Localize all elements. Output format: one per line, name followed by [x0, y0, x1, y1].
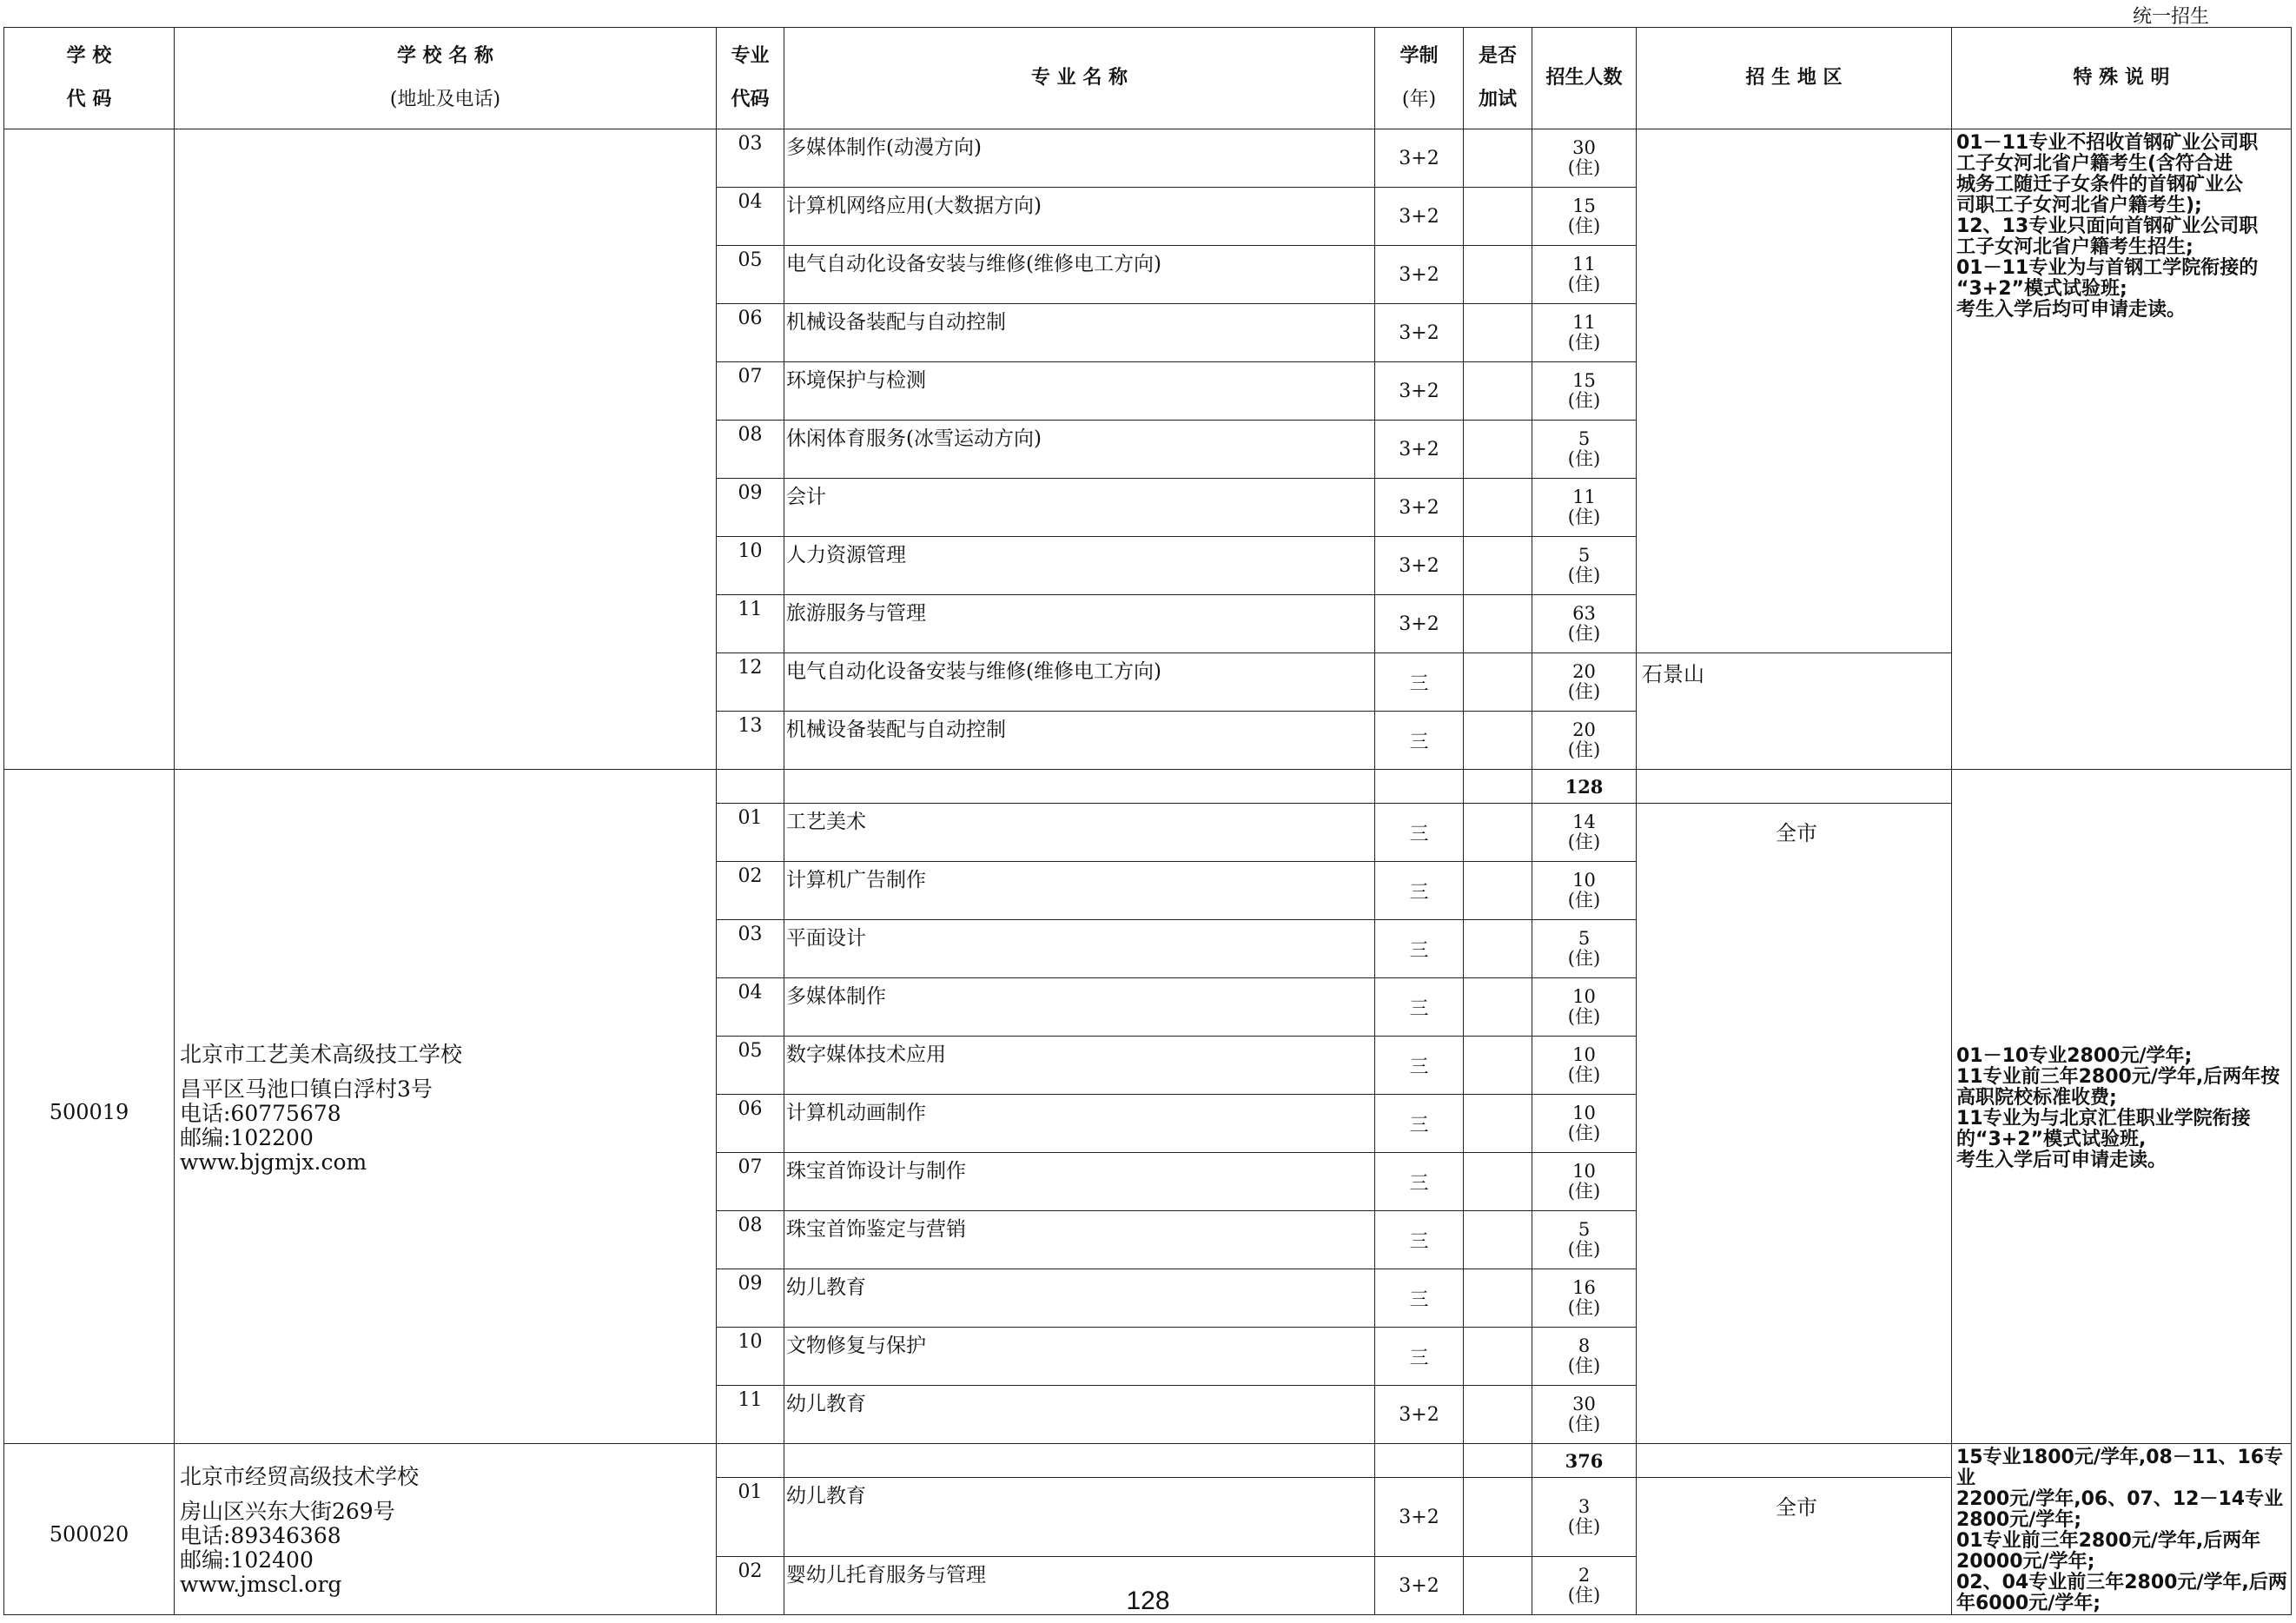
major-extra-test — [1464, 1211, 1532, 1269]
school-total-enroll: 376 — [1532, 1444, 1637, 1478]
major-code: 03 — [717, 129, 784, 188]
major-extra-test — [1464, 862, 1532, 920]
page-number: 128 — [1126, 1587, 1170, 1615]
school-address: 房山区兴东大街269号 — [180, 1499, 395, 1524]
major-enroll — [1532, 362, 1637, 421]
major-code — [717, 770, 784, 804]
major-duration: 3+2 — [1375, 188, 1464, 246]
school-website: www.jmscl.org — [180, 1572, 342, 1597]
enrollment-table — [3, 27, 2292, 1615]
boarding-mark: (住) — [1567, 565, 1601, 586]
school-name: 北京市工艺美术高级技工学校 — [180, 1041, 463, 1067]
major-duration — [1375, 770, 1464, 804]
header-notes: 特 殊 说 明 — [1952, 28, 2292, 129]
major-code: 04 — [717, 978, 784, 1037]
boarding-mark: (住) — [1567, 390, 1601, 411]
enroll-number: 10 — [1572, 870, 1596, 891]
note-line: 01－11专业为与首钢工学院衔接的 — [1956, 257, 2259, 279]
note-line: 司职工子女河北省户籍考生); — [1956, 195, 2202, 216]
major-duration: 3+2 — [1375, 479, 1464, 537]
enroll-number: 11 — [1572, 312, 1596, 333]
boarding-mark: (住) — [1567, 1516, 1601, 1537]
table-row — [4, 129, 2292, 188]
major-name: 机械设备装配与自动控制 — [784, 304, 1375, 362]
major-name: 婴幼儿托育服务与管理 — [784, 1557, 1375, 1615]
region-cell: 石景山 — [1637, 653, 1952, 770]
major-duration: 三 — [1375, 653, 1464, 712]
major-extra-test — [1464, 595, 1532, 653]
major-enroll — [1532, 304, 1637, 362]
major-extra-test — [1464, 770, 1532, 804]
major-code: 08 — [717, 1211, 784, 1269]
major-code: 08 — [717, 421, 784, 479]
major-extra-test — [1464, 1328, 1532, 1386]
school-phone: 电话:60775678 — [180, 1100, 341, 1126]
major-enroll — [1532, 1269, 1637, 1328]
major-code: 12 — [717, 653, 784, 712]
major-enroll — [1532, 804, 1637, 862]
major-extra-test — [1464, 920, 1532, 978]
note-line: 20000元/学年; — [1956, 1551, 2095, 1573]
major-extra-test — [1464, 1095, 1532, 1153]
major-duration: 三 — [1375, 1095, 1464, 1153]
note-line: 02、04专业前三年2800元/学年,后两 — [1956, 1572, 2287, 1593]
table-header — [4, 28, 2292, 129]
enroll-number: 20 — [1572, 719, 1596, 740]
boarding-mark: (住) — [1567, 332, 1601, 353]
major-enroll — [1532, 1478, 1637, 1557]
major-name: 幼儿教育 — [784, 1269, 1375, 1328]
boarding-mark: (住) — [1567, 1297, 1601, 1318]
major-name: 电气自动化设备安装与维修(维修电工方向) — [784, 653, 1375, 712]
enroll-number: 16 — [1572, 1277, 1596, 1298]
major-name: 珠宝首饰鉴定与营销 — [784, 1211, 1375, 1269]
major-code: 03 — [717, 920, 784, 978]
major-name — [784, 1444, 1375, 1478]
major-extra-test — [1464, 1153, 1532, 1211]
enroll-number: 11 — [1572, 487, 1596, 507]
major-duration: 三 — [1375, 920, 1464, 978]
major-duration: 三 — [1375, 1037, 1464, 1095]
major-duration: 三 — [1375, 1211, 1464, 1269]
note-line: 城务工随迁子女条件的首钢矿业公 — [1956, 174, 2244, 195]
major-duration: 三 — [1375, 978, 1464, 1037]
note-line: 年6000元/学年; — [1956, 1593, 2101, 1614]
major-code: 11 — [717, 1386, 784, 1444]
major-extra-test — [1464, 978, 1532, 1037]
school-summary-row — [4, 770, 2292, 804]
boarding-mark: (住) — [1567, 1123, 1601, 1143]
special-notes — [1952, 770, 2292, 1444]
school-name-cell — [175, 129, 717, 770]
region-cell: 全市 — [1637, 804, 1952, 1444]
major-enroll — [1532, 1211, 1637, 1269]
boarding-mark: (住) — [1567, 1006, 1601, 1027]
major-name: 会计 — [784, 479, 1375, 537]
major-duration: 3+2 — [1375, 1557, 1464, 1615]
major-name: 人力资源管理 — [784, 537, 1375, 595]
note-line: 15专业1800元/学年,08－11、16专业 — [1956, 1447, 2284, 1489]
major-duration: 三 — [1375, 862, 1464, 920]
major-duration: 三 — [1375, 804, 1464, 862]
major-name: 幼儿教育 — [784, 1386, 1375, 1444]
note-line: 11专业为与北京汇佳职业学院衔接 — [1956, 1107, 2251, 1129]
note-line: 考生入学后均可申请走读。 — [1956, 299, 2187, 321]
major-extra-test — [1464, 1478, 1532, 1557]
header-major-name: 专 业 名 称 — [784, 28, 1375, 129]
boarding-mark: (住) — [1567, 890, 1601, 911]
enroll-number: 10 — [1572, 1161, 1596, 1182]
enroll-number: 3 — [1578, 1496, 1591, 1517]
major-enroll — [1532, 1386, 1637, 1444]
major-duration: 三 — [1375, 1269, 1464, 1328]
note-line: 2800元/学年; — [1956, 1509, 2082, 1531]
major-extra-test — [1464, 537, 1532, 595]
enroll-number: 63 — [1572, 603, 1596, 624]
region-cell: 全市 — [1637, 1478, 1952, 1615]
major-enroll — [1532, 188, 1637, 246]
major-name: 电气自动化设备安装与维修(维修电工方向) — [784, 246, 1375, 304]
major-duration — [1375, 1444, 1464, 1478]
major-extra-test — [1464, 362, 1532, 421]
major-code: 01 — [717, 804, 784, 862]
major-code: 09 — [717, 1269, 784, 1328]
note-line: 高职院校标准收费; — [1956, 1086, 2117, 1109]
note-line: “3+2”模式试验班; — [1956, 278, 2127, 300]
enroll-number: 11 — [1572, 254, 1596, 275]
enroll-number: 5 — [1578, 928, 1591, 949]
school-name: 北京市经贸高级技术学校 — [180, 1464, 420, 1489]
major-extra-test — [1464, 479, 1532, 537]
major-extra-test — [1464, 129, 1532, 188]
major-duration: 三 — [1375, 1328, 1464, 1386]
header-school-name: 学 校 名 称 (地址及电话) — [175, 28, 717, 129]
major-code — [717, 1444, 784, 1478]
region-cell — [1637, 1444, 1952, 1478]
major-name — [784, 770, 1375, 804]
major-name: 休闲体育服务(冰雪运动方向) — [784, 421, 1375, 479]
major-extra-test — [1464, 804, 1532, 862]
major-name: 文物修复与保护 — [784, 1328, 1375, 1386]
major-duration: 3+2 — [1375, 421, 1464, 479]
boarding-mark: (住) — [1567, 215, 1601, 236]
boarding-mark: (住) — [1567, 274, 1601, 295]
boarding-mark: (住) — [1567, 1239, 1601, 1260]
major-enroll — [1532, 1153, 1637, 1211]
enroll-number: 5 — [1578, 428, 1591, 449]
major-code: 07 — [717, 362, 784, 421]
school-code-cell — [4, 129, 175, 770]
note-line: 工子女河北省户籍考生招生; — [1956, 236, 2193, 258]
major-code: 04 — [717, 188, 784, 246]
major-code: 11 — [717, 595, 784, 653]
header-region: 招 生 地 区 — [1637, 28, 1952, 129]
note-line: 01专业前三年2800元/学年,后两年 — [1956, 1530, 2261, 1552]
major-enroll — [1532, 920, 1637, 978]
major-enroll — [1532, 862, 1637, 920]
recruit-type-label: 统一招生 — [2133, 6, 2210, 28]
enroll-number: 8 — [1578, 1335, 1591, 1356]
major-enroll — [1532, 479, 1637, 537]
boarding-mark: (住) — [1567, 507, 1601, 527]
enroll-number: 5 — [1578, 545, 1591, 566]
major-enroll — [1532, 595, 1637, 653]
major-name: 珠宝首饰设计与制作 — [784, 1153, 1375, 1211]
boarding-mark: (住) — [1567, 739, 1601, 760]
major-enroll — [1532, 1037, 1637, 1095]
enroll-number: 14 — [1572, 812, 1596, 832]
enroll-number: 10 — [1572, 986, 1596, 1007]
major-enroll — [1532, 1328, 1637, 1386]
boarding-mark: (住) — [1567, 1064, 1601, 1085]
note-line: 2200元/学年,06、07、12－14专业 — [1956, 1488, 2284, 1510]
major-code: 06 — [717, 304, 784, 362]
school-summary-row — [4, 1444, 2292, 1478]
major-enroll — [1532, 1095, 1637, 1153]
boarding-mark: (住) — [1567, 1585, 1601, 1606]
major-duration: 三 — [1375, 1153, 1464, 1211]
header-duration: 学制 (年) — [1375, 28, 1464, 129]
major-enroll — [1532, 653, 1637, 712]
major-duration: 三 — [1375, 712, 1464, 770]
enroll-number: 2 — [1578, 1565, 1591, 1586]
major-extra-test — [1464, 421, 1532, 479]
note-line: 01－10专业2800元/学年; — [1956, 1044, 2193, 1067]
major-name: 旅游服务与管理 — [784, 595, 1375, 653]
major-name: 计算机广告制作 — [784, 862, 1375, 920]
major-name: 机械设备装配与自动控制 — [784, 712, 1375, 770]
major-name: 计算机网络应用(大数据方向) — [784, 188, 1375, 246]
note-line: 考生入学后可申请走读。 — [1956, 1149, 2167, 1171]
major-code: 10 — [717, 537, 784, 595]
school-postcode: 邮编:102400 — [180, 1547, 314, 1573]
major-extra-test — [1464, 653, 1532, 712]
major-code: 13 — [717, 712, 784, 770]
major-extra-test — [1464, 246, 1532, 304]
enroll-number: 15 — [1572, 195, 1596, 216]
major-code: 06 — [717, 1095, 784, 1153]
enroll-number: 10 — [1572, 1103, 1596, 1123]
major-enroll — [1532, 421, 1637, 479]
note-line: 01－11专业不招收首钢矿业公司职 — [1956, 132, 2259, 154]
major-duration: 3+2 — [1375, 362, 1464, 421]
major-duration: 3+2 — [1375, 1478, 1464, 1557]
boarding-mark: (住) — [1567, 1355, 1601, 1376]
region-cell — [1637, 129, 1952, 653]
boarding-mark: (住) — [1567, 831, 1601, 852]
major-name: 多媒体制作 — [784, 978, 1375, 1037]
major-name: 平面设计 — [784, 920, 1375, 978]
boarding-mark: (住) — [1567, 157, 1601, 178]
header-school-code: 学 校 代 码 — [4, 28, 175, 129]
boarding-mark: (住) — [1567, 448, 1601, 469]
school-total-enroll: 128 — [1532, 770, 1637, 804]
note-line: 的“3+2”模式试验班, — [1956, 1128, 2147, 1150]
major-duration: 3+2 — [1375, 595, 1464, 653]
major-code: 09 — [717, 479, 784, 537]
major-duration: 3+2 — [1375, 304, 1464, 362]
school-address: 昌平区马池口镇白浮村3号 — [180, 1076, 433, 1102]
major-enroll — [1532, 712, 1637, 770]
major-enroll — [1532, 129, 1637, 188]
major-duration: 3+2 — [1375, 537, 1464, 595]
major-duration: 3+2 — [1375, 1386, 1464, 1444]
major-name: 计算机动画制作 — [784, 1095, 1375, 1153]
major-code: 07 — [717, 1153, 784, 1211]
school-phone: 电话:89346368 — [180, 1523, 341, 1548]
major-enroll — [1532, 978, 1637, 1037]
note-line: 11专业前三年2800元/学年,后两年按 — [1956, 1065, 2280, 1088]
major-code: 02 — [717, 1557, 784, 1615]
header-enroll: 招生人数 — [1532, 28, 1637, 129]
enroll-number: 10 — [1572, 1044, 1596, 1065]
note-line: 12、13专业只面向首钢矿业公司职 — [1956, 215, 2259, 237]
major-code: 01 — [717, 1478, 784, 1557]
major-extra-test — [1464, 188, 1532, 246]
major-extra-test — [1464, 1386, 1532, 1444]
major-name: 工艺美术 — [784, 804, 1375, 862]
major-code: 10 — [717, 1328, 784, 1386]
school-code: 500020 — [4, 1444, 175, 1615]
enroll-number: 5 — [1578, 1219, 1591, 1240]
major-code: 02 — [717, 862, 784, 920]
major-duration: 3+2 — [1375, 129, 1464, 188]
major-extra-test — [1464, 1269, 1532, 1328]
school-website: www.bjgmjx.com — [180, 1149, 367, 1175]
major-enroll — [1532, 246, 1637, 304]
enroll-number: 30 — [1572, 1394, 1596, 1414]
major-extra-test — [1464, 1444, 1532, 1478]
school-code: 500019 — [4, 770, 175, 1444]
major-extra-test — [1464, 304, 1532, 362]
major-extra-test — [1464, 712, 1532, 770]
major-name: 多媒体制作(动漫方向) — [784, 129, 1375, 188]
special-notes — [1952, 129, 2292, 770]
boarding-mark: (住) — [1567, 948, 1601, 969]
school-info — [175, 770, 717, 1444]
enroll-number: 30 — [1572, 137, 1596, 158]
major-duration: 3+2 — [1375, 246, 1464, 304]
boarding-mark: (住) — [1567, 1414, 1601, 1434]
header-extra-test: 是否 加试 — [1464, 28, 1532, 129]
boarding-mark: (住) — [1567, 681, 1601, 702]
major-name: 幼儿教育 — [784, 1478, 1375, 1557]
major-code: 05 — [717, 1037, 784, 1095]
major-name: 环境保护与检测 — [784, 362, 1375, 421]
boarding-mark: (住) — [1567, 623, 1601, 644]
header-major-code: 专业 代码 — [717, 28, 784, 129]
region-cell — [1637, 770, 1952, 804]
major-extra-test — [1464, 1037, 1532, 1095]
major-code: 05 — [717, 246, 784, 304]
enroll-number: 15 — [1572, 370, 1596, 391]
school-postcode: 邮编:102200 — [180, 1124, 314, 1150]
note-line: 工子女河北省户籍考生(含符合进 — [1956, 153, 2233, 175]
boarding-mark: (住) — [1567, 1181, 1601, 1202]
enroll-number: 20 — [1572, 661, 1596, 682]
major-enroll — [1532, 537, 1637, 595]
major-name: 数字媒体技术应用 — [784, 1037, 1375, 1095]
